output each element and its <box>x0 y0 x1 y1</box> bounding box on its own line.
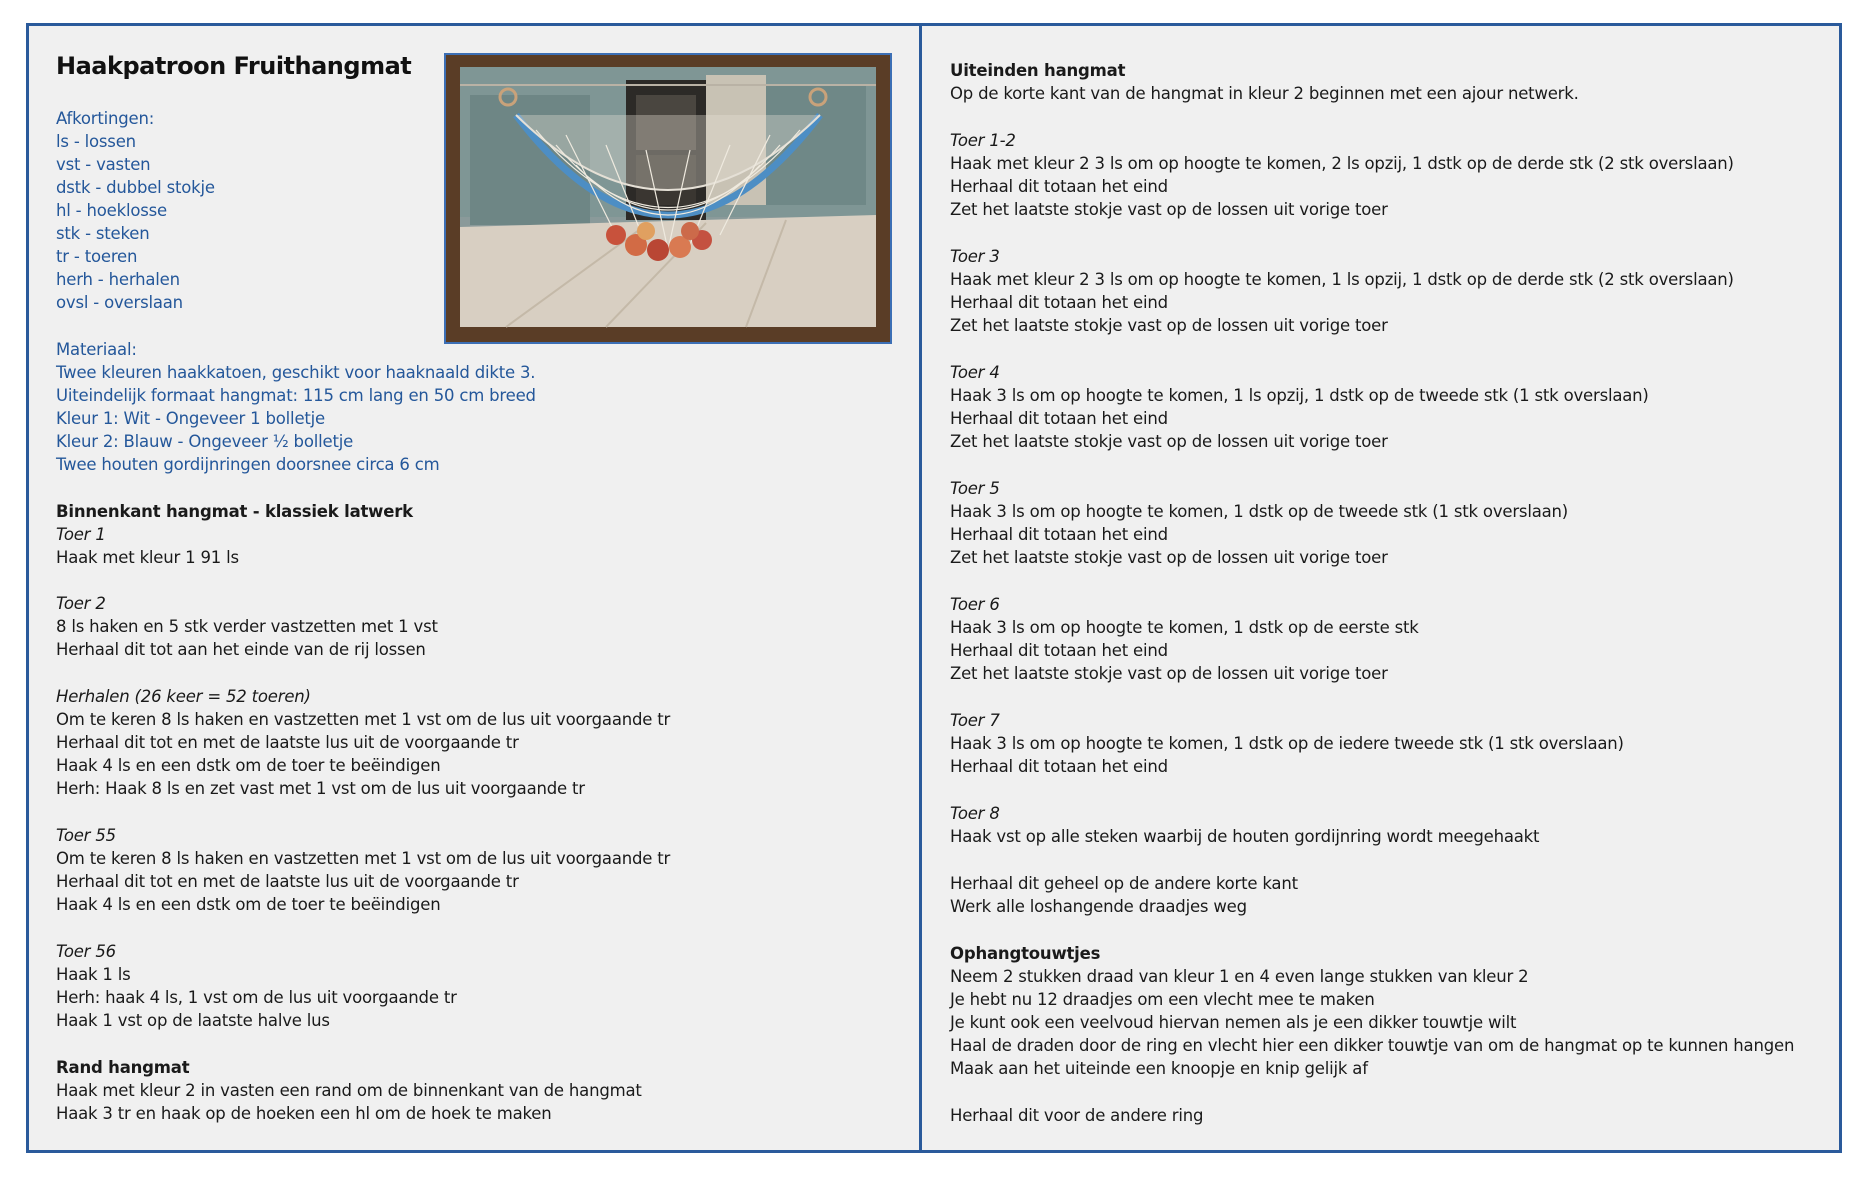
instruction-line: Werk alle loshangende draadjes weg <box>950 897 1247 916</box>
abbreviations-heading: Afkortingen: <box>56 109 155 128</box>
instruction-line: Herhaal dit geheel op de andere korte kant <box>950 874 1298 893</box>
instruction-line: Zet het laatste stokje vast op de lossen uit vorige toer <box>950 432 1388 451</box>
instruction-line: Herhaal dit tot en met de laatste lus uit de voorgaande tr <box>56 872 519 891</box>
instruction-line: Haak 3 ls om op hoogte te komen, 1 ls opzij, 1 dstk op de tweede stk (1 stk overslaan) <box>950 386 1649 405</box>
section-heading: Binnenkant hangmat - klassiek latwerk <box>56 502 413 521</box>
round-label: Toer 2 <box>56 594 106 613</box>
abbreviation-item: hl - hoeklosse <box>56 201 167 220</box>
material-item: Kleur 2: Blauw - Ongeveer ½ bolletje <box>56 432 354 451</box>
instruction-line: Haak 4 ls en een dstk om de toer te beëindigen <box>56 756 441 775</box>
instruction-line: Om te keren 8 ls haken en vastzetten met 1 vst om de lus uit voorgaande tr <box>56 849 671 868</box>
pattern-frame <box>26 23 1842 1153</box>
round-label: Toer 1-2 <box>950 131 1016 150</box>
instruction-line: Haak 3 ls om op hoogte te komen, 1 dstk op de iedere tweede stk (1 stk overslaan) <box>950 734 1624 753</box>
material-item: Twee kleuren haakkatoen, geschikt voor haaknaald dikte 3. <box>56 363 536 382</box>
instruction-line: Zet het laatste stokje vast op de lossen uit vorige toer <box>950 200 1388 219</box>
round-label: Toer 3 <box>950 247 1000 266</box>
instruction-line: Herhaal dit totaan het eind <box>950 641 1168 660</box>
round-label: Toer 56 <box>56 942 116 961</box>
page-title: Haakpatroon Fruithangmat <box>56 52 412 80</box>
instruction-line: Haak 3 tr en haak op de hoeken een hl om de hoek te maken <box>56 1104 552 1123</box>
section-heading: Uiteinden hangmat <box>950 61 1126 80</box>
material-item: Twee houten gordijnringen doorsnee circa 6 cm <box>56 455 440 474</box>
section-heading: Ophangtouwtjes <box>950 944 1101 963</box>
instruction-line: Haak met kleur 2 3 ls om op hoogte te komen, 1 ls opzij, 1 dstk op de derde stk (2 stk overslaan) <box>950 270 1734 289</box>
abbreviation-item: tr - toeren <box>56 247 138 266</box>
round-label: Toer 6 <box>950 595 1000 614</box>
abbreviation-item: ovsl - overslaan <box>56 293 183 312</box>
instruction-line: Herh: Haak 8 ls en zet vast met 1 vst om de lus uit voorgaande tr <box>56 779 585 798</box>
instruction-line: Je kunt ook een veelvoud hiervan nemen als je een dikker touwtje wilt <box>950 1013 1517 1032</box>
instruction-line: Zet het laatste stokje vast op de lossen uit vorige toer <box>950 548 1388 567</box>
instruction-line: Herh: haak 4 ls, 1 vst om de lus uit voorgaande tr <box>56 988 457 1007</box>
material-item: Uiteindelijk formaat hangmat: 115 cm lang en 50 cm breed <box>56 386 536 405</box>
column-divider <box>919 23 922 1153</box>
hammock-image-illustration <box>446 55 890 342</box>
instruction-line: Herhaal dit voor de andere ring <box>950 1106 1204 1125</box>
instruction-line: Herhaal dit totaan het eind <box>950 757 1168 776</box>
abbreviation-item: vst - vasten <box>56 155 151 174</box>
instruction-line: Zet het laatste stokje vast op de lossen uit vorige toer <box>950 664 1388 683</box>
instruction-line: Je hebt nu 12 draadjes om een vlecht mee te maken <box>950 990 1375 1009</box>
round-label: Toer 1 <box>56 525 106 544</box>
instruction-line: Haak met kleur 1 91 ls <box>56 548 239 567</box>
abbreviation-item: ls - lossen <box>56 132 136 151</box>
abbreviation-item: dstk - dubbel stokje <box>56 178 215 197</box>
round-label: Toer 4 <box>950 363 1000 382</box>
instruction-line: Neem 2 stukken draad van kleur 1 en 4 even lange stukken van kleur 2 <box>950 967 1529 986</box>
instruction-line: Haak met kleur 2 3 ls om op hoogte te komen, 2 ls opzij, 1 dstk op de derde stk (2 stk overslaan) <box>950 154 1734 173</box>
instruction-line: Herhaal dit tot aan het einde van de rij lossen <box>56 640 426 659</box>
instruction-line: Haak 4 ls en een dstk om de toer te beëindigen <box>56 895 441 914</box>
round-label: Toer 5 <box>950 479 1000 498</box>
instruction-line: Haak 3 ls om op hoogte te komen, 1 dstk op de tweede stk (1 stk overslaan) <box>950 502 1569 521</box>
instruction-line: Op de korte kant van de hangmat in kleur 2 beginnen met een ajour netwerk. <box>950 84 1579 103</box>
instruction-line: Haak met kleur 2 in vasten een rand om de binnenkant van de hangmat <box>56 1081 642 1100</box>
instruction-line: Haal de draden door de ring en vlecht hier een dikker touwtje van om de hangmat op te kunnen hangen <box>950 1036 1795 1055</box>
round-label: Toer 8 <box>950 804 1000 823</box>
instruction-line: Herhaal dit totaan het eind <box>950 409 1168 428</box>
instruction-line: Herhaal dit totaan het eind <box>950 525 1168 544</box>
round-label: Toer 7 <box>950 711 1000 730</box>
abbreviation-item: stk - steken <box>56 224 150 243</box>
abbreviation-item: herh - herhalen <box>56 270 180 289</box>
instruction-line: Maak aan het uiteinde een knoopje en knip gelijk af <box>950 1059 1368 1078</box>
section-heading: Rand hangmat <box>56 1058 190 1077</box>
hammock-photo <box>444 53 892 344</box>
instruction-line: Haak 3 ls om op hoogte te komen, 1 dstk op de eerste stk <box>950 618 1419 637</box>
instruction-line: Zet het laatste stokje vast op de lossen uit vorige toer <box>950 316 1388 335</box>
instruction-line: Herhaal dit totaan het eind <box>950 293 1168 312</box>
instruction-line: Haak 1 ls <box>56 965 131 984</box>
instruction-line: 8 ls haken en 5 stk verder vastzetten met 1 vst <box>56 617 438 636</box>
instruction-line: Haak 1 vst op de laatste halve lus <box>56 1011 330 1030</box>
instruction-line: Haak vst op alle steken waarbij de houten gordijnring wordt meegehaakt <box>950 827 1540 846</box>
materials-heading: Materiaal: <box>56 340 137 359</box>
round-label: Herhalen (26 keer = 52 toeren) <box>56 687 311 706</box>
instruction-line: Herhaal dit totaan het eind <box>950 177 1168 196</box>
instruction-line: Herhaal dit tot en met de laatste lus uit de voorgaande tr <box>56 733 519 752</box>
round-label: Toer 55 <box>56 826 116 845</box>
instruction-line: Om te keren 8 ls haken en vastzetten met 1 vst om de lus uit voorgaande tr <box>56 710 671 729</box>
material-item: Kleur 1: Wit - Ongeveer 1 bolletje <box>56 409 325 428</box>
